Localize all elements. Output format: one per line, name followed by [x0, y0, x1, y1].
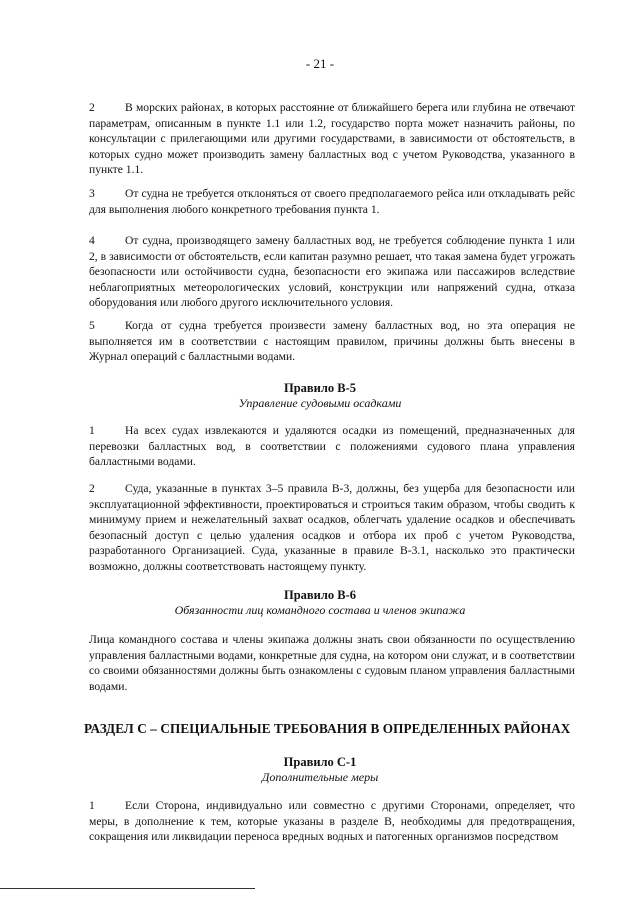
rule-b6-title: Правило В-6: [283, 588, 356, 602]
paragraph-text: От судна не требуется отклоняться от своего предполагаемого рейса или откладывать рейс для выполнения любого конкретного требования пункта 1.: [89, 187, 575, 216]
rule-b6-subtitle: Обязанности лиц командного состава и членов экипажа: [174, 603, 466, 617]
paragraph-b4-2: [89, 100, 575, 178]
paragraph-text: От судна, производящего замену балластных вод, не требуется соблюдение пункта 1 или 2, в зависимости от обстоятельств, если капитан разумно решает, что такая замена будет угрожать безопасности или остойчивости судна, безопасности его экипажа или пассажиров вследствие неблагоприятных метеорологических условий, конструкции или напряжений судна, отказа оборудования или любого другого исключительного условия.: [89, 234, 575, 310]
rule-b5-title: Правило В-5: [283, 381, 356, 395]
paragraph-text: Если Сторона, индивидуально или совместно с другими Сторонами, определяет, что меры, в дополнение к тем, которые указаны в разделе В, необходимы для предотвращения, сокращения или ликвидации переноса вредных водных и патогенных организмов посредством: [89, 799, 575, 844]
paragraph-text: Когда от судна требуется произвести замену балластных вод, но эта операция не выполняется им в соответствии с настоящим правилом, причины должны быть внесены в Журнал операций с балластными водами.: [89, 319, 575, 364]
paragraph-number: 3: [89, 187, 95, 200]
paragraph-number: 2: [89, 482, 95, 495]
paragraph-number: 4: [89, 234, 95, 247]
page-number: - 21 -: [305, 56, 335, 71]
paragraph-number: 5: [89, 319, 95, 332]
paragraph-number: 1: [89, 799, 95, 812]
paragraph-text: На всех судах извлекаются и удаляются осадки из помещений, предназначенных для перевозки балластных вод, в соответствии с положениями судового плана управления балластными водами.: [89, 424, 575, 469]
section-c-heading: РАЗДЕЛ С – СПЕЦИАЛЬНЫЕ ТРЕБОВАНИЯ В ОПРЕДЕЛЕННЫХ РАЙОНАХ: [84, 721, 571, 736]
paragraph-b6: [89, 632, 575, 694]
rule-c1-subtitle: Дополнительные меры: [261, 770, 379, 784]
paragraph-b4-5: [89, 318, 575, 365]
paragraph-b5-2: [89, 481, 575, 575]
paragraph-c1-1: [89, 798, 575, 845]
paragraph-text: В морских районах, в которых расстояние от ближайшего берега или глубина не отвечают параметрам, описанным в пункте 1.1 или 1.2, государство порта может назначить районы, по консультации с прилегающими или другими государствами, в зависимости от обстоятельств, в которых судно может производить замену балластных вод с учетом Руководства, указанного в пункте 1.1.: [89, 101, 575, 177]
paragraph-number: 2: [89, 101, 95, 114]
paragraph-b4-4: [89, 233, 575, 311]
paragraph-number: 1: [89, 424, 95, 437]
paragraph-text: Лица командного состава и члены экипажа должны знать свои обязанности по осуществлению управления балластными водами, конкретные для судна, на котором они служат, и в соответствии со своими обязанностями должны быть ознакомлены с судовым планом управления балластными водами.: [89, 633, 575, 693]
rule-b5-subtitle: Управление судовыми осадками: [238, 396, 402, 410]
paragraph-text: Суда, указанные в пунктах 3–5 правила В-3, должны, без ущерба для безопасности или эксплуатационной эффективности, проектироваться и строиться таким образом, чтобы сводить к минимуму прием и нежелательный захват осадков, облегчать удаление осадков и обеспечивать безопасный доступ с целью удаления осадков и отбора их проб с учетом Руководства, разработанного Организацией. Суда, указанные в правиле В-3.1, насколько это практически возможно, должны соответствовать настоящему пункту.: [89, 482, 575, 573]
footnote-divider: [0, 888, 255, 889]
rule-c1-title: Правило С-1: [283, 755, 357, 769]
paragraph-b5-1: [89, 423, 575, 470]
paragraph-b4-3: [89, 186, 575, 217]
